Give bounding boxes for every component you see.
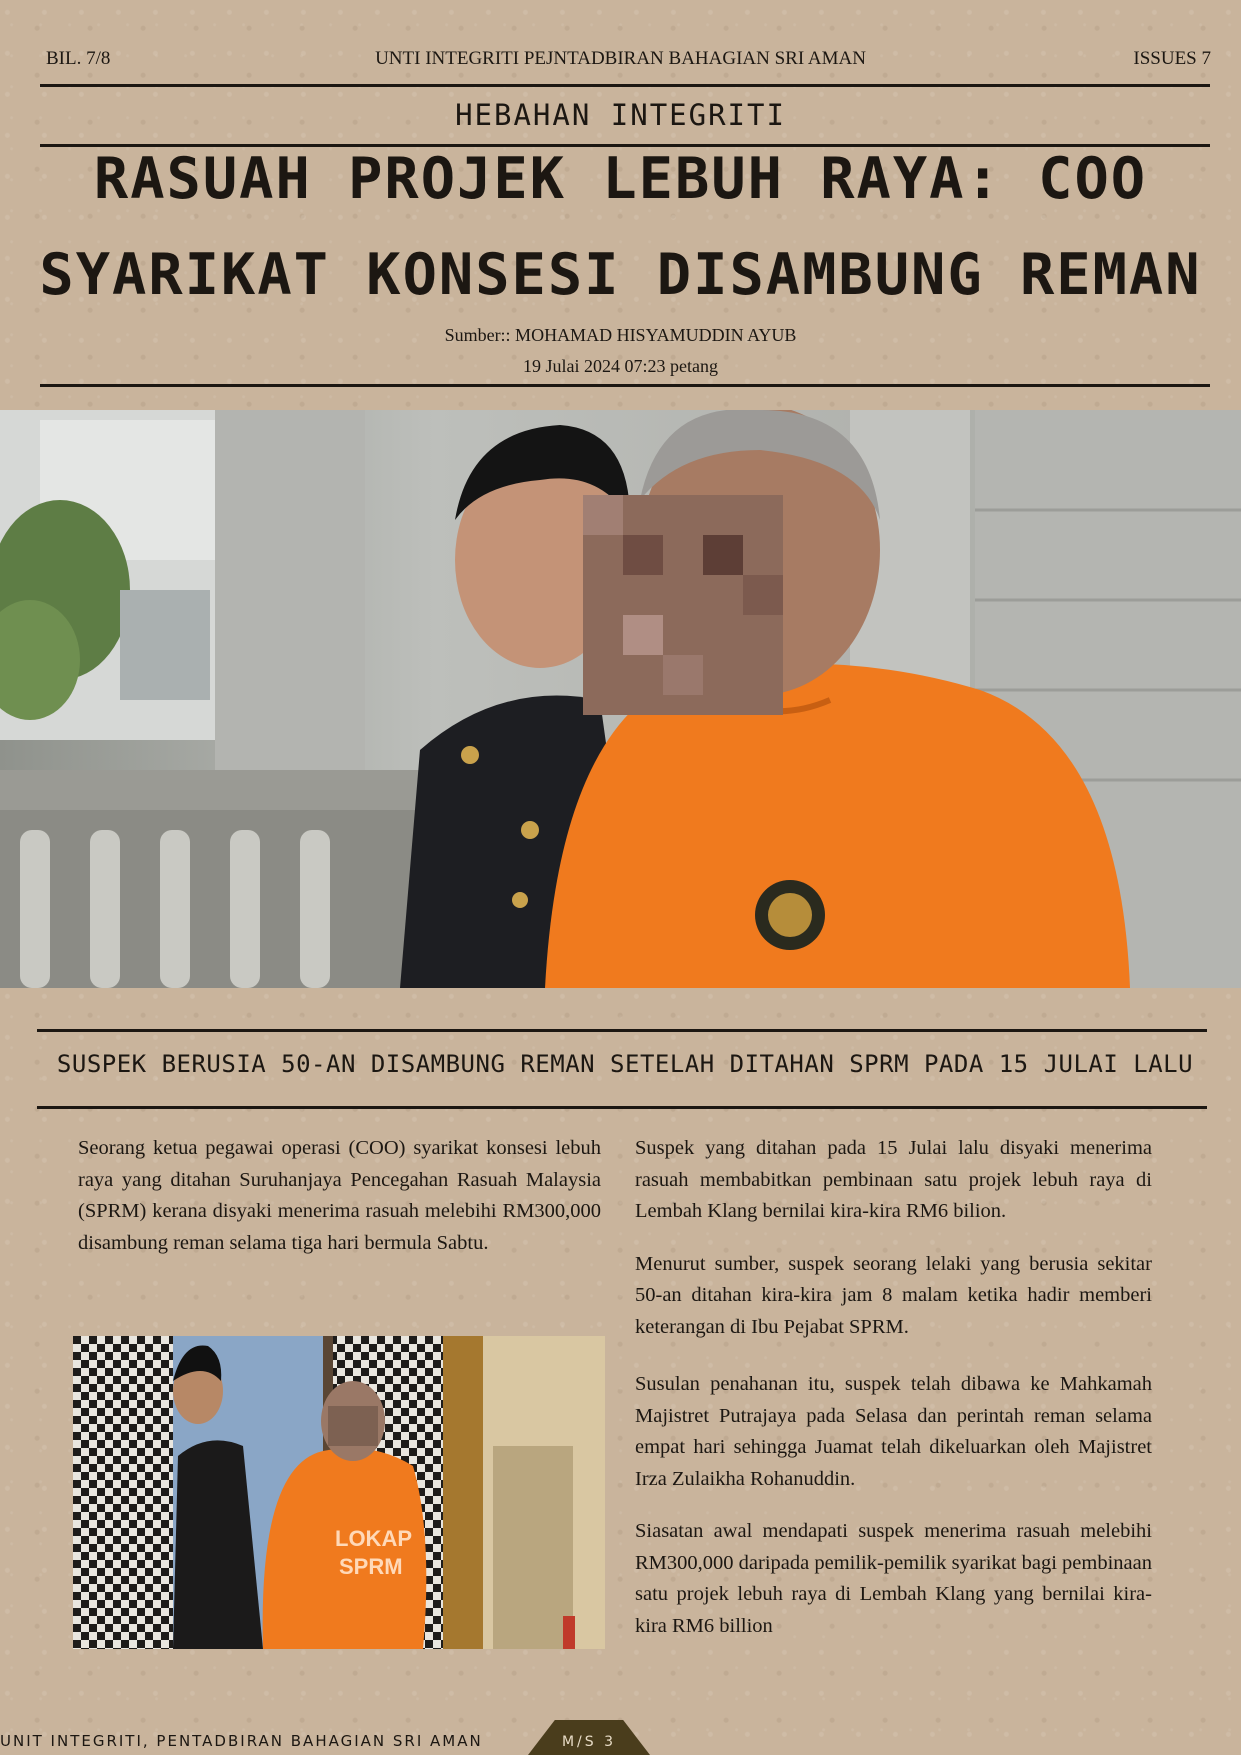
issue-number: BIL. 7/8 bbox=[46, 48, 111, 69]
headline-line-1: RASUAH PROJEK LEBUH RAYA: COO bbox=[93, 146, 1148, 212]
vest-text-line-1: LOKAP bbox=[335, 1526, 412, 1551]
article-paragraph: Susulan penahanan itu, suspek telah dibawa ke Mahkamah Majistret Putrajaya pada Selasa dan perintah reman selama empat hari sehingga Juamat telah dikeluarkan oleh Majistret Irza Zulaikha Rohanuddin. bbox=[635, 1373, 1152, 1490]
page-number: M/S 3 bbox=[561, 1734, 617, 1750]
article-paragraph: Menurut sumber, suspek seorang lelaki yang berusia sekitar 50-an ditahan kira-kira jam 8 malam ketika hadir memberi keterangan di Ibu Pejabat SPRM. bbox=[635, 1252, 1152, 1338]
article-right-column bbox=[635, 1133, 1152, 1642]
main-photo-illustration bbox=[0, 410, 1241, 988]
masthead-rule bbox=[40, 84, 1210, 87]
sub-headline: SUSPEK BERUSIA 50-AN DISAMBUNG REMAN SETELAH DITAHAN SPRM PADA 15 JULAI LALU bbox=[56, 1050, 1194, 1078]
secondary-news-photo bbox=[73, 1336, 605, 1649]
dateline: 19 Julai 2024 07:23 petang bbox=[523, 356, 718, 376]
article-paragraph: Seorang ketua pegawai operasi (COO) syarikat konsesi lebuh raya yang ditahan Suruhanjaya Pencegahan Rasuah Malaysia (SPRM) kerana disyaki menerima rasuah melebihi RM300,000 disambung reman selama tiga hari bermula Sabtu. bbox=[78, 1137, 601, 1254]
section-kicker: HEBAHAN INTEGRITI bbox=[455, 98, 786, 132]
footer-unit-name: UNIT INTEGRITI, PENTADBIRAN BAHAGIAN SRI AMAN bbox=[0, 1732, 483, 1750]
byline: Sumber:: MOHAMAD HISYAMUDDIN AYUB bbox=[444, 325, 797, 345]
main-news-photo bbox=[0, 410, 1241, 988]
secondary-photo-illustration bbox=[73, 1336, 605, 1649]
subhead-bottom-rule bbox=[37, 1106, 1207, 1109]
subhead-top-rule bbox=[37, 1029, 1207, 1032]
headline-line-2: SYARIKAT KONSESI DISAMBUNG REMAN bbox=[39, 242, 1202, 308]
article-left-column bbox=[78, 1133, 601, 1259]
article-paragraph: Suspek yang ditahan pada 15 Julai lalu disyaki menerima rasuah membabitkan pembinaan satu projek lebuh raya di Lembah Klang bernilai kira-kira RM6 bilion. bbox=[635, 1137, 1152, 1222]
byline-rule bbox=[40, 384, 1210, 387]
vest-text-line-2: SPRM bbox=[339, 1554, 403, 1579]
article-paragraph: Siasatan awal mendapati suspek menerima rasuah melebihi RM300,000 daripada pemilik-pemilik syarikat bagi pembinaan satu projek lebuh raya di Lembah Klang yang bernilai kira-kira RM6 billion bbox=[635, 1520, 1152, 1637]
publication-unit: UNTI INTEGRITI PEJNTADBIRAN BAHAGIAN SRI AMAN bbox=[375, 48, 866, 69]
issue-label: ISSUES 7 bbox=[1133, 48, 1211, 69]
